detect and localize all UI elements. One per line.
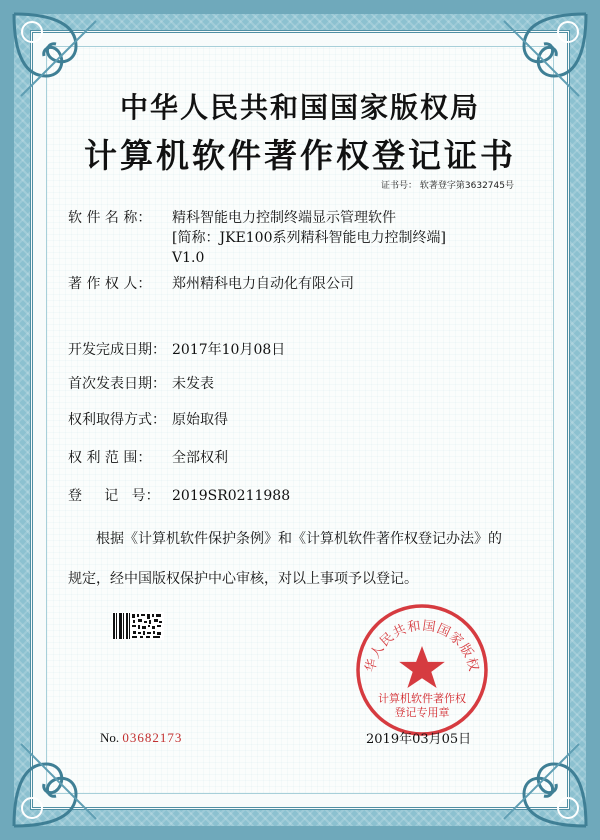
software-short-name: [简称：JKE100系列精科智能电力控制终端]: [172, 230, 446, 246]
publication-date: 未发表: [172, 376, 214, 392]
corner-ornament-icon: [484, 724, 594, 834]
field-label: 著 作 权 人：: [68, 276, 152, 292]
issue-date: 2019年03月05日: [366, 732, 472, 747]
field-label: 权利取得方式：: [68, 412, 166, 428]
statement-line-2: 规定，经中国版权保护中心审核，对以上事项予以登记。: [68, 571, 418, 587]
certificate-number: [381, 178, 514, 191]
certificate-title: 计算机软件著作权登记证书: [84, 136, 516, 175]
serial-number-label: No.: [100, 730, 120, 745]
issuing-authority: 中华人民共和国国家版权局: [119, 91, 480, 124]
serial-number: [100, 730, 182, 746]
field-label: 软 件 名 称：: [68, 210, 152, 226]
acquisition-method: 原始取得: [172, 412, 228, 428]
development-date: 2017年10月08日: [172, 342, 286, 358]
field-rights-scope: [68, 448, 228, 468]
field-copyright-owner: [68, 274, 354, 294]
seal-ring-text: 华人民共和国国家版权: [363, 618, 481, 674]
field-label: 权 利 范 围：: [68, 450, 152, 466]
software-version: V1.0: [172, 250, 205, 266]
software-name: 精科智能电力控制终端显示管理软件: [172, 210, 396, 226]
field-label: 登 记 号：: [68, 488, 160, 504]
field-label: 开发完成日期：: [68, 342, 166, 358]
seal-inner-text-1: 计算机软件著作权: [378, 692, 466, 705]
field-label: 首次发表日期：: [68, 376, 166, 392]
barcode-icon: [112, 612, 164, 640]
field-development-date: [68, 340, 285, 360]
official-seal: [352, 600, 492, 740]
serial-number-value: 03682173: [122, 730, 183, 745]
certificate-number-label: 证书号：: [381, 181, 418, 191]
field-software-name: [68, 208, 446, 268]
field-publication-date: [68, 374, 214, 394]
seal-inner-text-2: 登记专用章: [394, 706, 450, 719]
rights-scope: 全部权利: [172, 450, 228, 466]
statement-line-1: 根据《计算机软件保护条例》和《计算机软件著作权登记办法》的: [96, 531, 502, 547]
registration-number: 2019SR0211988: [172, 488, 291, 504]
field-registration-number: [68, 486, 290, 506]
copyright-owner: 郑州精科电力自动化有限公司: [172, 276, 354, 292]
certificate-number-value: 软著登字第3632745号: [419, 181, 514, 191]
field-acquisition-method: [68, 410, 228, 430]
